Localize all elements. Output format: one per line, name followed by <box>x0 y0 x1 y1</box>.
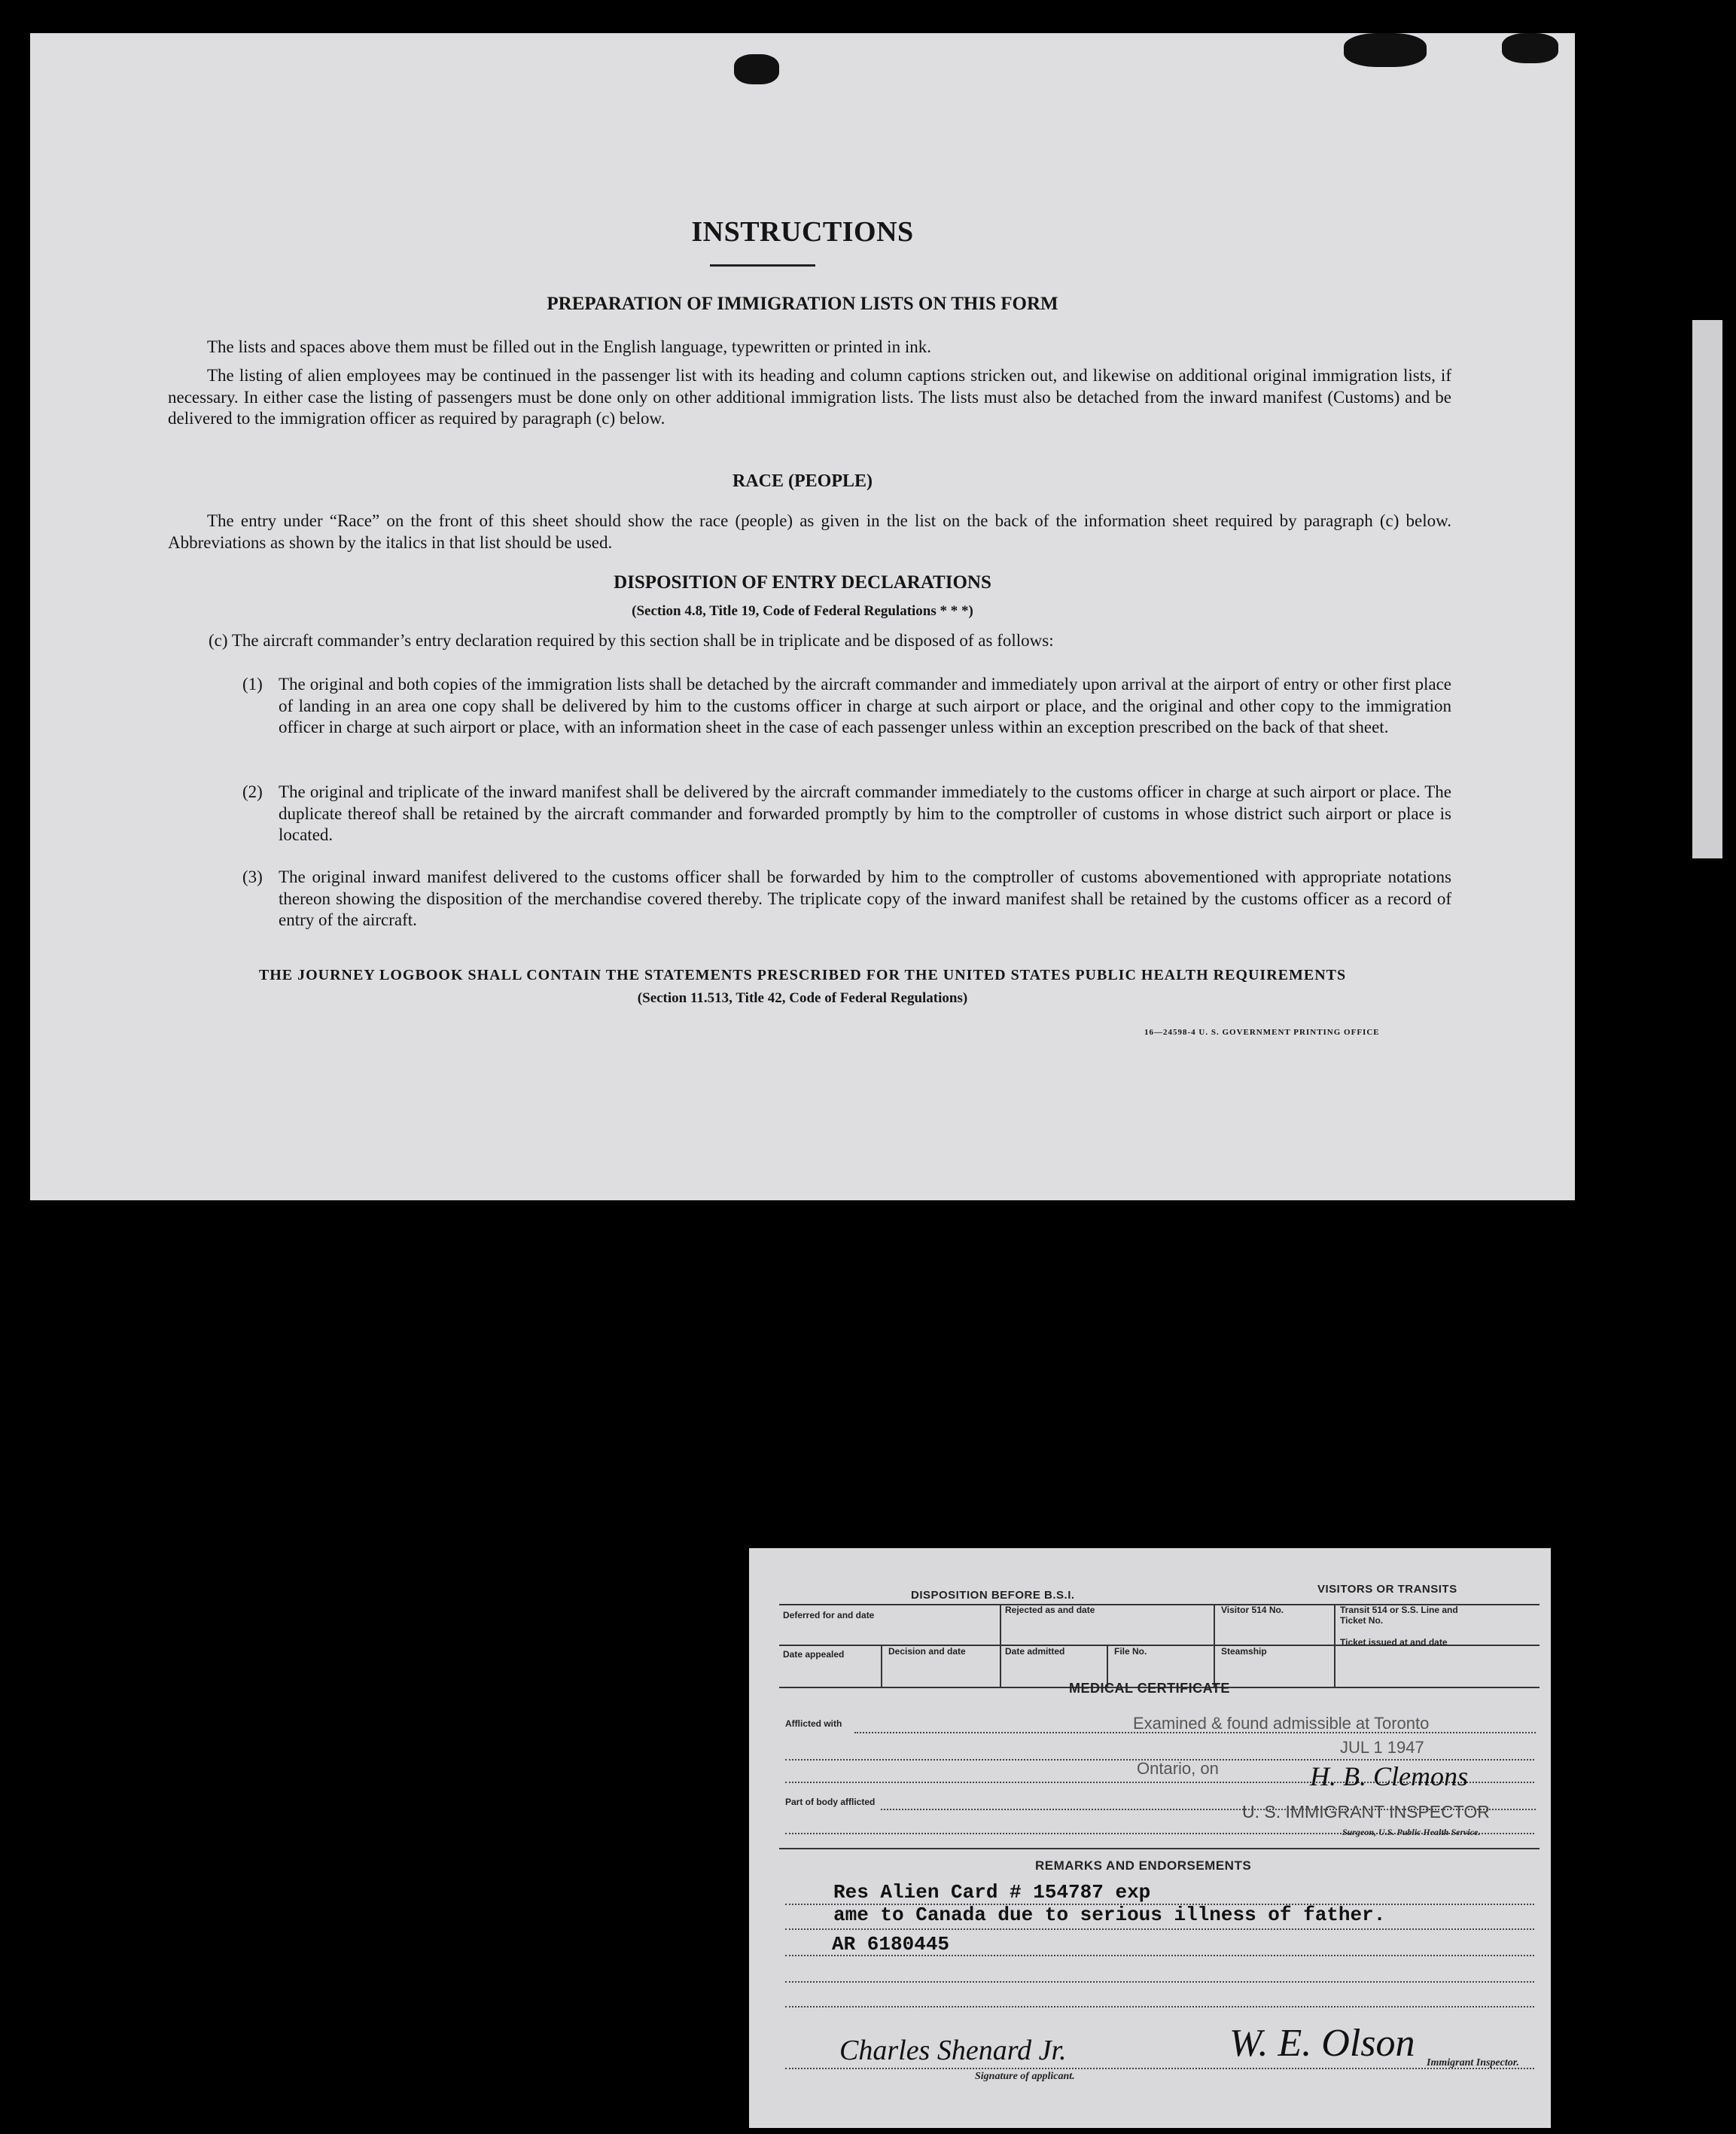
date-appealed-label: Date appealed <box>783 1649 845 1660</box>
file-no-label: File No. <box>1114 1646 1147 1657</box>
page-damage-mark <box>1344 33 1427 67</box>
steamship-label: Steamship <box>1221 1646 1267 1657</box>
visitor-514-label: Visitor 514 No. <box>1221 1605 1284 1615</box>
deferred-label: Deferred for and date <box>783 1610 875 1620</box>
applicant-signature: Charles Shenard Jr. <box>839 2035 1067 2066</box>
item-2-number: (2) <box>242 782 263 801</box>
remarks-line <box>785 2006 1534 2007</box>
disposition-paragraph-c: (c) The aircraft commander’s entry declaration required by this section shall be in triplicate and be disposed of as follows: <box>209 631 1054 650</box>
remarks-line <box>785 1955 1534 1956</box>
medical-bottom-rule <box>779 1848 1540 1849</box>
item-2-text: The original and triplicate of the inward manifest shall be delivered by the aircraft commander immediately to the customs officer in charge at such airport or place. The duplicate thereof shall be retained by the aircraft commander and forwarded promptly by him to the comptroller of customs in whose district such airport or place is located. <box>279 782 1451 844</box>
date-admitted-label: Date admitted <box>1005 1646 1065 1657</box>
page-damage-mark <box>734 54 779 84</box>
remarks-line-2: ame to Canada due to serious illness of father. <box>833 1904 1386 1926</box>
remarks-line-3: AR 6180445 <box>832 1933 950 1956</box>
immigrant-inspector-label: Immigrant Inspector. <box>1427 2057 1519 2068</box>
race-paragraph: The entry under “Race” on the front of this sheet should show the race (people) as given in the list on the back of the information sheet required by paragraph (c) below. Abbreviations as shown by the italics in that list should be used. <box>168 511 1451 552</box>
page-damage-mark <box>1502 33 1558 63</box>
preparation-heading: PREPARATION OF IMMIGRATION LISTS ON THIS FORM <box>547 294 1058 314</box>
disposition-card <box>749 1548 1551 2128</box>
edge-strip <box>1692 320 1722 858</box>
medical-certificate-header: MEDICAL CERTIFICATE <box>1069 1681 1230 1696</box>
ontario-stamp: Ontario, on <box>1137 1759 1219 1778</box>
inspector-stamp-signature: H. B. Clemons <box>1310 1761 1468 1791</box>
item-3-text: The original inward manifest delivered to the customs officer shall be forwarded by him to the comptroller of customs abovementioned with appropriate notations thereon showing the disposition of the merchandise covered thereby. The triplicate copy of the inward manifest shall be retained by the customs officer as a record of entry of the aircraft. <box>279 867 1451 929</box>
visitors-transits-header: VISITORS OR TRANSITS <box>1317 1583 1457 1596</box>
ticket-label: Ticket issued at and date <box>1340 1637 1448 1648</box>
transit-514-label: Transit 514 or S.S. Line and Ticket No. <box>1340 1605 1458 1626</box>
disposition-heading: DISPOSITION OF ENTRY DECLARATIONS <box>614 572 991 593</box>
rejected-label: Rejected as and date <box>1005 1605 1095 1615</box>
decision-label: Decision and date <box>888 1646 966 1657</box>
preparation-paragraph-2: The listing of alien employees may be continued in the passenger list with its heading and column captions stricken out, and likewise on additional original immigration lists, if necessary. In either case the listing of passengers must be done only on other additional immigration lists. The lists must also be detached from the inward manifest (Customs) and be delivered to the immigration officer as required by paragraph (c) below. <box>168 366 1451 428</box>
table-divider <box>881 1645 882 1687</box>
printer-imprint: 16—24598-4 U. S. GOVERNMENT PRINTING OFFICE <box>1144 1028 1380 1037</box>
journey-reference: (Section 11.513, Title 42, Code of Federal Regulations) <box>637 990 968 1006</box>
remarks-header: REMARKS AND ENDORSEMENTS <box>1035 1858 1252 1873</box>
instructions-sheet <box>30 33 1575 1200</box>
item-3-number: (3) <box>242 867 263 886</box>
examined-stamp: Examined & found admissible at Toronto <box>1133 1714 1430 1733</box>
preparation-paragraph-1: The lists and spaces above them must be filled out in the English language, typewritten or printed in ink. <box>207 337 931 356</box>
signature-of-applicant-label: Signature of applicant. <box>975 2071 1075 2082</box>
remarks-line <box>785 1928 1534 1930</box>
afflicted-label: Afflicted with <box>785 1718 842 1729</box>
inspector-signature: W. E. Olson <box>1229 2022 1415 2065</box>
journey-logbook-statement: THE JOURNEY LOGBOOK SHALL CONTAIN THE STATEMENTS PRESCRIBED FOR THE UNITED STATES PUBLIC HEALTH REQUIREMENTS <box>258 967 1347 983</box>
surgeon-label: Surgeon, U.S. Public Health Service. <box>1342 1827 1481 1837</box>
instructions-title: INSTRUCTIONS <box>691 216 914 248</box>
part-of-body-label: Part of body afflicted <box>785 1797 876 1807</box>
stamp-date: JUL 1 1947 <box>1340 1738 1424 1757</box>
disposition-before-bsi-header: DISPOSITION BEFORE B.S.I. <box>911 1589 1075 1602</box>
item-1-number: (1) <box>242 675 263 694</box>
title-rule <box>710 264 815 267</box>
signature-line <box>785 2068 1534 2069</box>
remarks-line <box>785 1981 1534 1983</box>
inspector-stamp: U. S. IMMIGRANT INSPECTOR <box>1242 1802 1490 1822</box>
item-1-text: The original and both copies of the immigration lists shall be detached by the aircraft commander and immediately upon arrival at the airport of entry or other first place of landing in an area one copy shall be delivered by him to the customs officer in charge at such airport or place, and the original and other copy to the immigration officer in charge at such airport or place, with an information sheet in the case of each passenger unless within an exception prescribed on the back of that sheet. <box>279 675 1451 736</box>
remarks-line-1: Res Alien Card # 154787 exp <box>833 1881 1151 1904</box>
disposition-reference: (Section 4.8, Title 19, Code of Federal Regulations * * *) <box>632 603 973 619</box>
race-heading: RACE (PEOPLE) <box>732 471 873 491</box>
